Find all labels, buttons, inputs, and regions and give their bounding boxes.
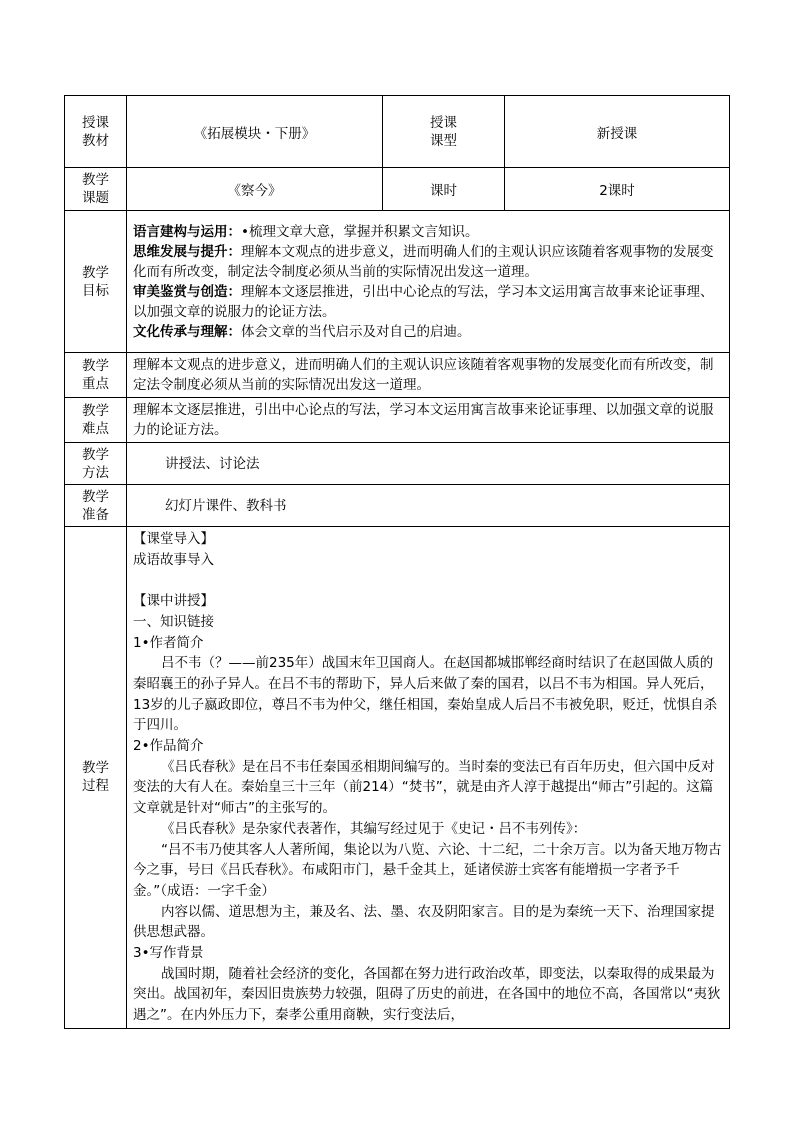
process-content [127, 527, 730, 1029]
material-value: 《拓展模块・下册》 [127, 96, 383, 168]
row-difficulties [65, 398, 730, 443]
section-knowledge-link: 一、知识链接 [133, 613, 214, 630]
row-topic [65, 168, 730, 211]
goal-thinking: 思维发展与提升：理解本文观点的进步意义，进而明确人们的主观认识应该随着客观事物的发展变化而有所改变，制定法令制度必须从当前的实际情况出发这一道理。 [133, 243, 714, 280]
work-paragraph-4: 内容以儒、道思想为主，兼及名、法、墨、农及阴阳家言。目的是为秦统一天下、治理国家提供思想武器。 [133, 903, 715, 941]
topic-label: 教学 课题 [65, 168, 127, 211]
row-key-points [65, 353, 730, 398]
difficulties-text: 理解本文逐层推进，引出中心论点的写法，学习本文运用寓言故事来论证事理、以加强文章的说服力的论证方法。 [127, 398, 730, 443]
row-preparation [65, 485, 730, 527]
row-material [65, 96, 730, 168]
goal-language: 语言建构与运用：•梳理文章大意，掌握并积累文言知识。 [133, 223, 479, 240]
topic-value: 《察今》 [127, 168, 383, 211]
methods-text: 讲授法、讨论法 [127, 443, 730, 485]
methods-label: 教学 方法 [65, 443, 127, 485]
work-paragraph-1: 《吕氏春秋》是在吕不韦任秦国丞相期间编写的。当时秦的变法已有百年历史，但六国中反对变法的大有人在。秦始皇三十三年（前214）“焚书”，就是由齐人淳于越提出“师古”引起的。这篇文章就是针对“师古”的主张写的。 [133, 758, 715, 817]
hours-label: 课时 [383, 168, 505, 211]
goals-content [127, 211, 730, 353]
author-text: 吕不韦（？——前235年）战国末年卫国商人。在赵国都城邯郸经商时结识了在赵国做人质的秦昭襄王的孙子异人。在吕不韦的帮助下，异人后来做了秦的国君，以吕不韦为相国。异人死后，13岁的儿子嬴政即位，尊吕不韦为仲父，继任相国，秦始皇成人后吕不韦被免职，贬迁，忧惧自杀于四川。 [133, 655, 718, 734]
work-paragraph-2: 《吕氏春秋》是杂家代表著作，其编写经过见于《史记・吕不韦列传》： [161, 820, 587, 837]
work-paragraph-3: “吕不韦乃使其客人人著所闻，集论以为八览、六论、十二纪，二十余万言。以为备天地万物古今之事，号曰《吕氏春秋》。布咸阳市门，悬千金其上，延诸侯游士宾客有能增损一字者予千金。”（成语：一字千金） [133, 841, 722, 899]
background-heading: 3•写作背景 [133, 945, 204, 962]
key-points-label: 教学 重点 [65, 353, 127, 398]
intro-text: 成语故事导入 [133, 551, 214, 568]
type-label: 授课 课型 [383, 96, 505, 168]
goal-culture: 文化传承与理解：体会文章的当代启示及对自己的启迪。 [133, 323, 471, 340]
key-points-text: 理解本文观点的进步意义，进而明确人们的主观认识应该随着客观事物的发展变化而有所改变，制定法令制度必须从当前的实际情况出发这一道理。 [127, 353, 730, 398]
hours-value: 2课时 [505, 168, 730, 211]
row-goals [65, 211, 730, 353]
intro-heading: 【课堂导入】 [133, 531, 214, 547]
preparation-label: 教学 准备 [65, 485, 127, 527]
background-text: 战国时期，随着社会经济的变化，各国都在努力进行政治改革，即变法，以秦取得的成果最为突出。战国初年，秦因旧贵族势力较强，阻碍了历史的前进，在各国中的地位不高，各国常以“夷狄遇之”。在内外压力下，秦孝公重用商鞅，实行变法后， [133, 965, 721, 1024]
row-process [65, 527, 730, 1029]
goal-aesthetic: 审美鉴赏与创造：理解本文逐层推进，引出中心论点的写法，学习本文运用寓言故事来论证事理、以加强文章的说服力的论证方法。 [133, 283, 714, 320]
material-label: 授课 教材 [65, 96, 127, 168]
process-label: 教学 过程 [65, 527, 127, 1029]
difficulties-label: 教学 难点 [65, 398, 127, 443]
author-heading: 1•作者简介 [133, 634, 204, 651]
lecture-heading: 【课中讲授】 [133, 593, 214, 610]
type-value: 新授课 [505, 96, 730, 168]
work-heading: 2•作品简介 [133, 738, 204, 755]
preparation-text: 幻灯片课件、教科书 [127, 485, 730, 527]
row-methods [65, 443, 730, 485]
lesson-plan-table [64, 95, 730, 1029]
goals-label: 教学 目标 [65, 211, 127, 353]
